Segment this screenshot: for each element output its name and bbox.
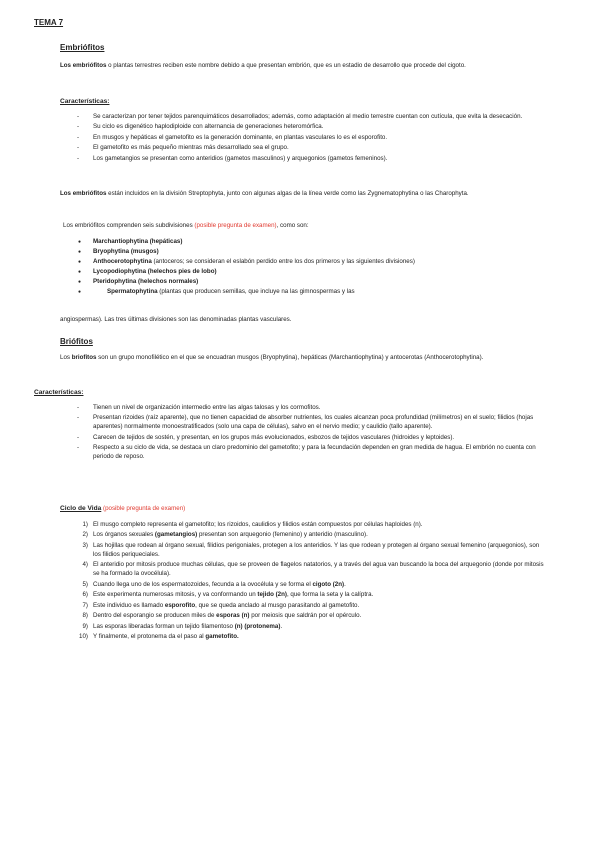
step-text: Las esporas liberadas forman un tejido filamentoso <box>93 622 235 630</box>
step-text: Dentro del esporangio se producen miles de <box>93 612 217 620</box>
subdivision-name: Anthocerotophytina <box>93 257 152 265</box>
embriofitos-caracteristicas-list <box>60 113 548 165</box>
list-item: - Su ciclo es digenético haplodiploide con alternancia de generaciones heteromórfica. <box>60 123 548 132</box>
step-text: esporas (n) <box>216 612 250 620</box>
list-item <box>60 288 548 297</box>
subdivisiones-post: , como son: <box>276 222 309 229</box>
briofitos-heading: Briófitos <box>60 337 93 346</box>
step-number: 1) <box>82 521 88 528</box>
step-number: 3) <box>82 541 88 549</box>
step-text: (gametangios) <box>154 531 198 539</box>
step-text: cigoto (2n) <box>312 580 345 588</box>
briofitos-intro <box>60 354 548 363</box>
step-text: esporofito <box>164 601 196 609</box>
embriofitos-division-bold: Los embriófitos <box>60 190 107 197</box>
embriofitos-intro-bold: Los embriófitos <box>60 62 107 69</box>
list-item: - Los gametangios se presentan como anteridios (gametos masculinos) y arquegonios (gametos femeninos). <box>60 155 548 164</box>
subdivisiones-pre: Los embriófitos comprenden seis subdivisiones <box>63 222 195 229</box>
ciclo-heading-line <box>60 504 185 514</box>
step-text: Cuando llega uno de los espermatozoides, fecunda a la ovocélula y se forma el <box>93 580 313 588</box>
list-item: - Respecto a su ciclo de vida, se destaca un claro predominio del gametofito; y para la fecundación dependen en gran medida de hagua. El embrión no cuenta con periodo de reposo. <box>60 444 548 462</box>
briofitos-caracteristicas-heading: Características: <box>34 389 84 396</box>
list-item <box>60 238 548 247</box>
embriofitos-intro-text: o plantas terrestres reciben este nombre debido a que presentan embrión, que es un estadio de desarrollo que procede del cigoto. <box>106 62 466 69</box>
list-item: - Presentan rizoides (raíz aparente), que no tienen capacidad de absorber nutrientes, los cuales alcanzan poca profundidad (milímetros) en el suelo; filidios (hojas aparentes) normalmente monoestratificados (solo una capa de células), salvo en el nervio medio; y caulidio (tallo aparente). <box>60 414 548 432</box>
briofitos-intro-pre: Los <box>60 354 72 361</box>
step-text: El musgo completo representa el gametofito; los rizoidos, caulidios y filidios están compuestos por células haploides (n). <box>93 521 423 528</box>
step-number: 7) <box>82 601 88 609</box>
embriofitos-division <box>60 190 548 199</box>
embriofitos-intro <box>60 62 548 71</box>
subdivision-desc: (plantas que producen semillas, que incluye na las gimnospermas y las <box>157 287 355 295</box>
exam-note: (posible pregunta de examen) <box>194 222 277 229</box>
list-item <box>60 248 548 257</box>
embriofitos-subdivisiones-intro <box>63 222 551 231</box>
list-item: - Carecen de tejidos de sostén, y presentan, en los grupos más evolucionados, esbozos de tejidos vasculares (hidroides y leptoides). <box>60 434 548 443</box>
embriofitos-division-text: están incluidos en la división Streptophyta, junto con algunas algas de la línea verde como las Zygnematophytina o las Charophyta. <box>106 190 469 197</box>
ciclo-heading: Ciclo de Vida <box>60 505 102 512</box>
step-number: 9) <box>82 622 88 630</box>
ciclo-step <box>60 602 548 611</box>
list-item: - El gametofito es más pequeño mientras más desarrollado sea el grupo. <box>60 144 548 153</box>
step-number: 6) <box>82 591 88 599</box>
step-text: (n) (protonema) <box>234 622 281 630</box>
step-text: . <box>280 622 283 630</box>
step-text: tejido (2n) <box>257 591 287 599</box>
subdivision-name: Pteridophytina (helechos normales) <box>93 277 199 285</box>
step-text: presentan son arquegonio (femenino) y anteridio (masculino). <box>197 531 368 539</box>
step-text: Este individuo es llamado <box>93 601 165 609</box>
subdivision-name: Spermatophytina <box>107 287 158 295</box>
step-number: 5) <box>82 580 88 588</box>
ciclo-step <box>60 561 548 579</box>
list-item <box>60 278 548 287</box>
exam-note: (posible pregunta de examen) <box>101 505 186 512</box>
ciclo-list <box>60 521 548 644</box>
step-text: . <box>344 580 346 588</box>
embriofitos-heading: Embriófitos <box>60 43 105 52</box>
ciclo-step <box>60 633 548 642</box>
step-text: , que forma la seta y la calíptra. <box>286 591 374 599</box>
briofitos-intro-bold: briofitos <box>71 354 97 361</box>
subdivision-name: Lycopodiophytina (helechos pies de lobo) <box>93 267 217 275</box>
subdivision-desc: (antoceros; se consideran el eslabón perdido entre los dos primeros y las siguientes divisiones) <box>151 257 415 265</box>
list-item <box>60 258 548 267</box>
ciclo-step <box>60 521 548 530</box>
briofitos-intro-text: son un grupo monofilético en el que se encuadran musgos (Bryophytina), hepáticas (Marchantiophytina) y antocerotas (Anthocerotophytina). <box>96 354 484 361</box>
ciclo-step <box>60 531 548 540</box>
step-text: Este experimenta numerosas mitosis, y va conformando un <box>93 591 258 599</box>
ciclo-step <box>60 591 548 600</box>
step-text: El anteridio por mitosis produce muchas células, que se proveen de flagelos natatorios, y a través del agua van buscando la boca del arquegonio (donde por mitosis se ha formado la ovocélula). <box>93 561 544 578</box>
step-text: , que se queda anclado al musgo parasitando al gametofito. <box>195 601 360 609</box>
list-item: - Se caracterizan por tener tejidos parenquimáticos desarrollados; además, como adaptación al medio terrestre cuentan con cutícula, que evita la desecación. <box>60 113 548 122</box>
step-text: Los órganos sexuales <box>93 531 155 539</box>
step-number: 2) <box>82 531 88 539</box>
subdivisiones-list <box>60 238 548 298</box>
ciclo-step <box>60 623 548 632</box>
subdivisiones-tail: angiospermas). Las tres últimas divisiones son las denominadas plantas vasculares. <box>60 316 292 323</box>
step-text: gametofito. <box>205 633 239 641</box>
page-title: TEMA 7 <box>34 18 64 27</box>
list-item: - Tienen un nivel de organización intermedio entre las algas talosas y los cormofitos. <box>60 404 548 413</box>
step-number: 8) <box>82 612 88 620</box>
ciclo-step <box>60 581 548 590</box>
step-number: 4) <box>82 561 88 569</box>
ciclo-step <box>60 612 548 621</box>
subdivision-name: Marchantiophytina (hepáticas) <box>93 238 183 245</box>
briofitos-caracteristicas-list <box>60 404 548 464</box>
step-text: por meiosis que saldrán por el opérculo. <box>249 612 362 620</box>
list-item <box>60 268 548 277</box>
step-number: 10) <box>79 633 88 641</box>
subdivision-name: Bryophytina (musgos) <box>93 247 159 255</box>
list-item: - En musgos y hepáticas el gametofito es la generación dominante, en plantas vasculares lo es el esporofito. <box>60 134 548 143</box>
step-text: Y finalmente, el protonema da el paso al <box>93 633 206 641</box>
step-text: Las hojillas que rodean al órgano sexual, filidios perigoniales, protegen a los anteridios. Y las que rodean y protegen al órgano sexual femenino (arquegonios), son los filidios periqueciales. <box>93 541 540 558</box>
ciclo-step <box>60 542 548 560</box>
embriofitos-caracteristicas-heading: Características: <box>60 98 110 105</box>
